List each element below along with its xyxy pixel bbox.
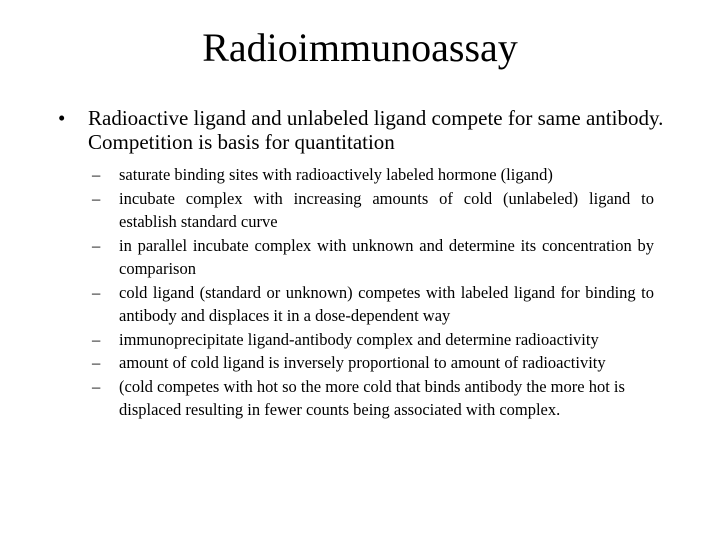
dash-marker: – (92, 353, 101, 372)
dash-marker: – (92, 165, 101, 184)
sub-bullet-text: amount of cold ligand is inversely proportional to amount of radioactivity (119, 353, 606, 372)
slide-title: Radioimmunoassay (202, 25, 518, 70)
sub-bullet-text: (cold competes with hot so the more cold that binds antibody the more hot is displaced resulting in fewer counts being associated with complex. (119, 376, 625, 419)
dash-marker: – (92, 329, 101, 349)
sub-bullet (92, 351, 654, 375)
sub-bullet-text: incubate complex with increasing amounts of cold (unlabeled) ligand to establish standard curve (119, 188, 654, 231)
sub-bullet (92, 163, 654, 187)
bullet-text: Radioactive ligand and unlabeled ligand compete for same antibody. Competition is basis for quantitation (88, 106, 664, 154)
sub-bullet (92, 234, 654, 281)
bullet-marker: • (58, 106, 66, 130)
sub-bullet (92, 281, 654, 328)
sub-bullet (92, 187, 654, 234)
sub-bullet-text: cold ligand (standard or unknown) competes with labeled ligand for binding to antibody and displaces it in a dose-dependent way (119, 282, 654, 325)
dash-marker: – (92, 376, 101, 396)
sub-bullet-text: saturate binding sites with radioactively labeled hormone (ligand) (119, 165, 553, 184)
sub-bullet-text: immunoprecipitate ligand-antibody complex and determine radioactivity (119, 329, 599, 349)
sub-bullet-text: in parallel incubate complex with unknown and determine its concentration by comparison (119, 235, 654, 278)
sub-bullet-list (92, 163, 654, 422)
dash-marker: – (92, 188, 101, 208)
main-bullet (58, 106, 668, 154)
sub-bullet (92, 328, 654, 352)
sub-bullet (92, 375, 654, 422)
dash-marker: – (92, 235, 101, 255)
dash-marker: – (92, 282, 101, 302)
